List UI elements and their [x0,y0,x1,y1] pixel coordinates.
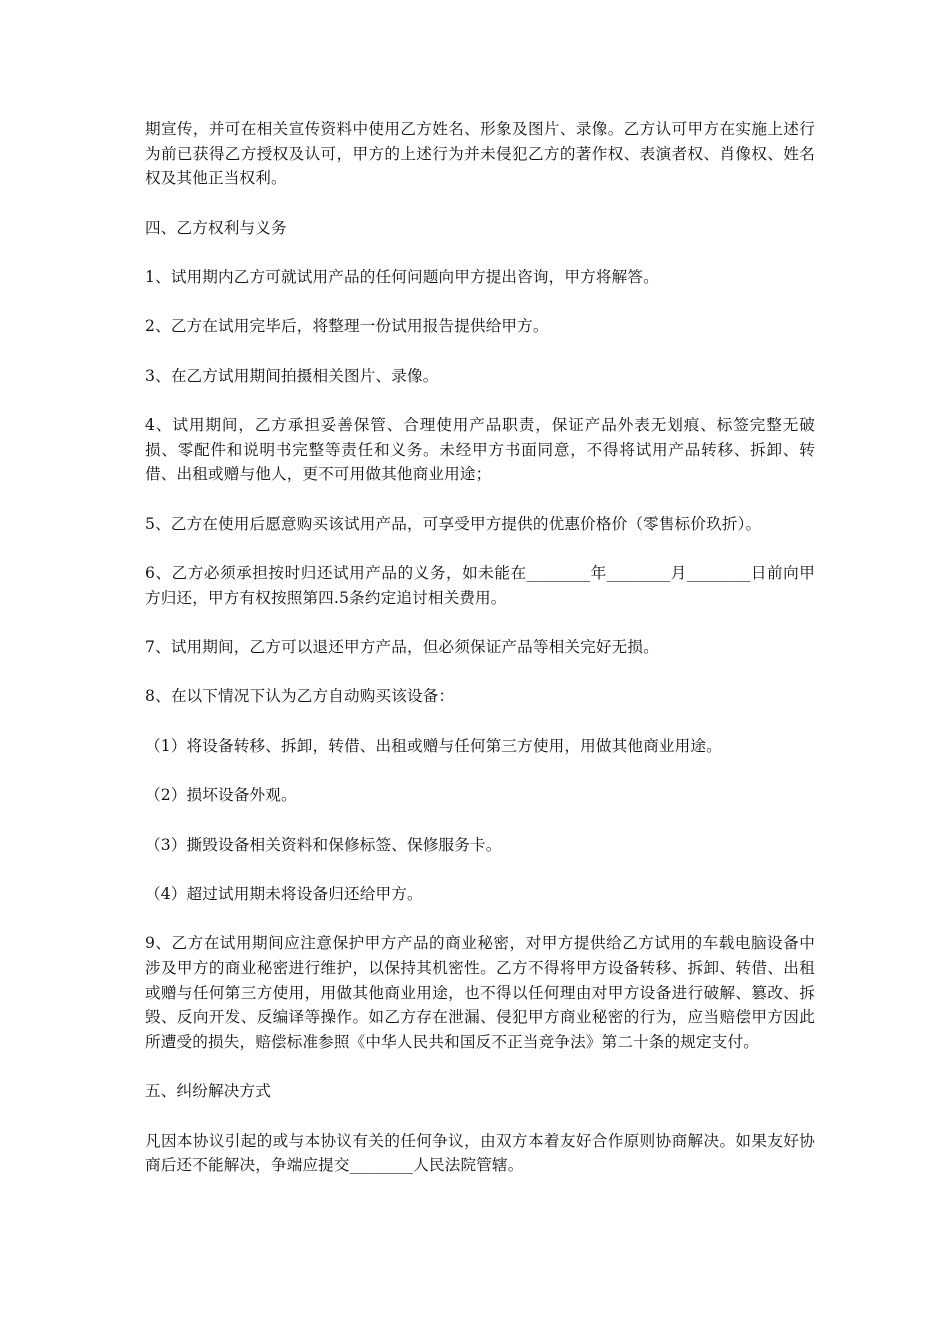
document-page [145,117,815,1203]
paragraph-publicity-continued: 期宣传，并可在相关宣传资料中使用乙方姓名、形象及图片、录像。乙方认可甲方在实施上述行为前已获得乙方授权及认可，甲方的上述行为并未侵犯乙方的著作权、表演者权、肖像权、姓名权及其他正当权利。 [145,120,815,188]
section-heading-party-b-rights: 四、乙方权利与义务 [145,218,287,237]
clause-1-consultation: 1、试用期内乙方可就试用产品的任何问题向甲方提出咨询，甲方将解答。 [145,267,659,286]
clause-8-auto-purchase: 8、在以下情况下认为乙方自动购买该设备： [145,687,455,706]
paragraph-dispute-resolution: 凡因本协议引起的或与本协议有关的任何争议，由双方本着友好合作原则协商解决。如果友好协商后还不能解决，争端应提交________人民法院管辖。 [145,1131,815,1175]
clause-9-trade-secrets: 9、乙方在试用期间应注意保护甲方产品的商业秘密，对甲方提供给乙方试用的车载电脑设备中涉及甲方的商业秘密进行维护，以保持其机密性。乙方不得将甲方设备转移、拆卸、转借、出租或赠与任何第三方使用，用做其他商业用途，也不得以任何理由对甲方设备进行破解、篡改、拆毁、反向开发、反编译等操作。如乙方存在泄漏、侵犯甲方商业秘密的行为，应当赔偿甲方因此所遭受的损失，赔偿标准参照《中华人民共和国反不正当竞争法》第二十条的规定支付。 [145,934,815,1051]
clause-7-return-product: 7、试用期间，乙方可以退还甲方产品，但必须保证产品等相关完好无损。 [145,638,659,657]
subclause-8-3: （3）撕毁设备相关资料和保修标签、保修服务卡。 [145,835,502,854]
clause-5-purchase-discount: 5、乙方在使用后愿意购买该试用产品，可享受甲方提供的优惠价格价（零售标价玖折）。 [145,514,762,533]
clause-6-return-deadline: 6、乙方必须承担按时归还试用产品的义务，如未能在________年________月________日前向甲方归还，甲方有权按照第四.5条约定追讨相关费用。 [145,564,815,607]
section-heading-dispute-resolution: 五、纠纷解决方式 [145,1082,271,1101]
subclause-8-4: （4）超过试用期未将设备归还给甲方。 [145,885,423,904]
clause-4-custody: 4、试用期间，乙方承担妥善保管、合理使用产品职责，保证产品外表无划痕、标签完整无破损、零配件和说明书完整等责任和义务。未经甲方书面同意，不得将试用产品转移、拆卸、转借、出租或赠与他人，更不可用做其他商业用途； [145,416,815,484]
subclause-8-2: （2）损坏设备外观。 [145,786,297,805]
clause-2-trial-report: 2、乙方在试用完毕后，将整理一份试用报告提供给甲方。 [145,317,549,336]
clause-3-photos: 3、在乙方试用期间拍摄相关图片、录像。 [145,366,439,385]
subclause-8-1: （1）将设备转移、拆卸，转借、出租或赠与任何第三方使用，用做其他商业用途。 [145,736,722,755]
